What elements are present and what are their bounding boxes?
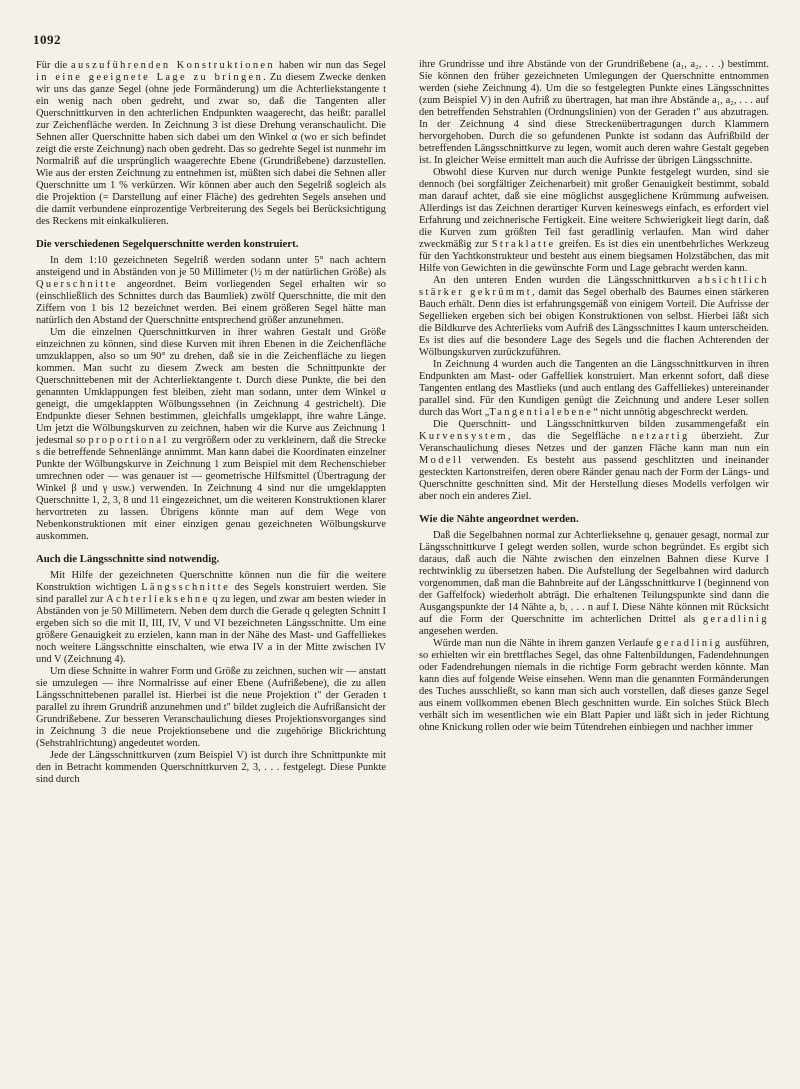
spaced-emphasis: proportional	[88, 435, 169, 446]
paragraph: In dem 1:10 gezeichneten Segelriß werden sodann unter 5° nach achtern ansteigend und in Abständen von je 50 Millimeter (½ m der natürlichen Größe) als Querschnitte angeordnet. Beim vorliegenden Segel erhalten wir so (einschließlich des Schnittes durch das Baumliek) zwölf Querschnitte, die mit den Ziffern von 1 bis 12 bezeichnet werden. Bei einem größeren Segel hätte man natürlich den Abstand der Querschnitte entsprechend größer anzunehmen.	[36, 255, 386, 326]
paragraph: Die Querschnitt- und Längsschnittkurven bilden zusammengefaßt ein Kurvensystem, das die Segelfläche netzartig überzieht. Zur Veranschaulichung dieses Netzes und der ganzen Fläche kann man nun ein Modell verwenden. Es besteht aus passend geschlitzten und ineinander gesteckten Kartonstreifen, deren obere Ränder genau nach der Form der Längs- und Querschnitte geschnitten sind. Mit der Herstellung dieses Modells verfolgen wir aber noch ein anderes Ziel.	[419, 419, 769, 502]
section-heading: Die verschiedenen Segelquerschnitte werden konstruiert.	[36, 238, 299, 250]
spaced-emphasis: Längsschnitte	[141, 582, 231, 593]
paragraph: Würde man nun die Nähte in ihrem ganzen Verlaufe geradlinig ausführen, so erhielten wir ein brettflaches Segel, das ohne Faltenbildungen, Fadendehnungen oder Fadendrehungen niemals in die richtige Form gebracht werden könnte. Man kann dies auf folgende Weise einsehen. Wenn man die genannten Formänderungen des Tuches ausschließt, so kann man sich auch vorstellen, daß dieses ganze Segel aus einem vollkommen ebenen Blech geschnitten wurde. Ein solches Stück Blech verhält sich im wesentlichen wie ein Blatt Papier und läßt sich in jeder Richtung ohne Knickung rollen oder wie beim Tütendrehen einbiegen und nachher immer	[419, 638, 770, 733]
spaced-emphasis: Modell	[419, 455, 464, 466]
spaced-emphasis: auszuführenden Konstruktionen	[71, 60, 276, 71]
section-heading: Wie die Nähte angeordnet werden.	[419, 513, 579, 525]
spaced-emphasis: Straklatte	[491, 239, 556, 250]
paragraph: Um die einzelnen Querschnittkurven in ihrer wahren Gestalt und Größe einzeichnen zu können, sind diese Kurven mit ihren Ebenen in die Zeichenfläche umzuklappen, also so um 90° zu drehen, daß sie in die Zeichenfläche zu liegen kommen. Man sucht zu diesem Zweck am besten die Schnittpunkte der Querschnittebenen mit der Achterliektangente t. Durch diese Punkte, die bei den genannten Umklappungen fest bleiben, zieht man sodann, unter dem Winkel α geneigt, die umgeklappten Wölbungssehnen (in Zeichnung 4 gestrichelt). Die Endpunkte dieser Sehnen bestimmen, gleichfalls umgeklappt, ihre wahre Länge. Um jetzt die Wölbungskurven zu zeichnen, haben wir die Kurve aus Zeichnung 1 jedesmal so proportional zu vergrößern oder zu verkleinern, daß die Strecke s die betreffende Sehnenlänge annimmt. Man kann dabei die Koordinaten einzelner Punkte der Wölbungskurve in Zeichnung 1 zum Beispiel mit dem Rechenschieber umrechnen oder — was genauer ist — geometrische Hilfsmittel (Übertragung der Winkel β und γ usw.) verwenden. In Zeichnung 4 sind nur die umgeklappten Querschnitte 1, 2, 3, 8 und 11 eingezeichnet, um die weiteren Konstruktionen klarer hervortreten zu lassen. Übrigens könnte man auf dem Wege von Nebenkonstruktionen mit einer einzigen genau gezeichneten Wölbungskurve auskommen.	[36, 327, 386, 542]
paragraph: ihre Grundrisse und ihre Abstände von der Grundrißebene (a₁, a₂, . . .) bestimmt. Sie können den früher gezeichneten Umlegungen der Querschnitte entnommen werden (siehe Zeichnung 4). Um die so festgelegten Punkte eines Längsschnittes (zum Beispiel V) in den Aufriß zu übertragen, hat man ihre Abstände a₁, a₂, . . . auf den betreffenden Sehstrahlen (Ordnungslinien) von der Geraden t" aus abzutragen. In der Zeichnung 4 sind diese Streckenübertragungen durch Klammern hervorgehoben. Durch die so gefundenen Punkte ist sodann das Aufrißbild der betreffenden Längsschnittkurve zu legen, womit auch deren wahre Gestalt gegeben ist. In gleicher Weise ermittelt man auch die Aufrisse der übrigen Längsschnitte.	[419, 59, 769, 166]
section-heading: Auch die Längsschnitte sind notwendig.	[36, 553, 220, 565]
spaced-emphasis: Kurvensystem	[419, 431, 508, 442]
paragraph: Für die auszuführenden Konstruktionen haben wir nun das Segel in eine geeignete Lage zu bringen. Zu diesem Zwecke denken wir uns das ganze Segel (ohne jede Formänderung) um die Achterliekstangente t ein wenig nach oben gedreht, und zwar so, daß die Tangenten aller Querschnittkurven in den achterlichen Endpunkten waagerecht, das heißt: parallel zur Zeichenfläche werden. In Zeichnung 3 ist diese Drehung veranschaulicht. Die Sehnen aller Querschnitte haben sich dabei um den Winkel α (wo er sich befindet zeigt die erste Zeichnung) nach oben gedreht. Das so gedrehte Segel ist nunmehr im Normalriß auf die ursprünglich waagerechte Ebene (Grundrißebene) darzustellen. Wie aus der ersten Zeichnung zu entnehmen ist, müßten sich dabei die Sehnen aller Querschnitte um 1 % verkürzen. Wir können aber auch den Segelriß sogleich als die Projektion (= Darstellung auf einer Fläche) des gedrehten Segels ansehen und die damit verbundene einprozentige Verbreiterung des Segels bei Berücksichtigung des Reckens mit einkalkulieren.	[36, 60, 386, 227]
paragraph: An den unteren Enden wurden die Längsschnittkurven absichtlich stärker gekrümmt, damit das Segel oberhalb des Baumes einen stärkeren Bauch erhält. Denn dies ist erfahrungsgemäß von einigem Vorteil. Die Aufrisse der Segellieken ergeben sich bei obigen Konstruktionen von selbst. Hierbei läßt sich die Bildkurve des Achterlieks vom Aufriß des Längsschnittes I kaum unterscheiden. Es ist dies auf die besondere Lage des Segels und die flachen Achterenden der Wölbungskurven zurückzuführen.	[419, 275, 770, 358]
spaced-emphasis: Querschnitte	[36, 279, 118, 290]
paragraph: Obwohl diese Kurven nur durch wenige Punkte festgelegt wurden, sind sie dennoch (bei sorgfältiger Zeichenarbeit) mit großer Genauigkeit bestimmt, sobald man darauf achtet, daß sie eine möglichst ausgeglichene Krümmung aufweisen. Allerdings ist das Zeichnen derartiger Kurven keineswegs einfach, es erfordert viel Erfahrung und zeichnerische Fertigkeit. Eine weitere Schwierigkeit liegt darin, daß die Kurven zum größten Teil fast geradlinig verlaufen. Man wird daher zweckmäßig zur Straklatte greifen. Es ist dies ein unentbehrliches Werkzeug für den Yachtkonstrukteur und besteht aus einem biegsamen Holzstäbchen, das mit Hilfe von Gewichten in die gewünschte Form und Lage gebracht werden kann.	[419, 167, 769, 274]
spaced-emphasis: Achterlieksehne	[106, 594, 210, 605]
spaced-emphasis: netzartig	[631, 431, 690, 442]
page-number: 1092	[33, 32, 61, 47]
paragraph: Um diese Schnitte in wahrer Form und Größe zu zeichnen, suchen wir — anstatt sie umzulegen — ihre Normalrisse auf einer Ebene (Aufrißebene), die zu allen Längsschnittebenen parallel ist. Hierbei ist die neue Projektion t" der Geraden t parallel zu ihrem Grundriß anzunehmen und t" bildet zugleich die Aufrißansicht der Grundrißebene. Zur besseren Veranschaulichung dieses Projektionsvorganges sind in Zeichnung 3 die neue Projektionsebene und die zugehörige Blickrichtung (Sehstrahlrichtung) angedeutet worden.	[36, 666, 386, 749]
paragraph: Jede der Längsschnittkurven (zum Beispiel V) ist durch ihre Schnittpunkte mit den in Betracht kommenden Querschnittkurven 2, 3, . . . festgelegt. Diese Punkte sind durch	[36, 750, 386, 785]
left-column	[36, 60, 386, 786]
spaced-emphasis: geradlinig	[702, 614, 769, 625]
spaced-emphasis: absichtlich stärker gekrümmt	[419, 275, 769, 298]
spaced-emphasis: geradlinig	[656, 638, 723, 649]
paragraph: Mit Hilfe der gezeichneten Querschnitte können nun die für die weitere Konstruktion wichtigen Längsschnitte des Segels konstruiert werden. Sie sind parallel zur Achterlieksehne q zu legen, und zwar am besten wieder in Abständen von je 50 Millimetern. Neben dem durch die Gerade q gelegten Schnitt I ergeben sich so die mit II, III, IV, V und VI bezeichneten Längsschnitte. Um eine größere Genauigkeit zu erzielen, kann man in der Nähe des Mast- und Gaffelliekes noch weitere Längsschnitte einschalten, wie etwa IV a in der Mitte zwischen IV und V (Zeichnung 4).	[36, 570, 386, 665]
right-column	[419, 59, 769, 734]
spaced-emphasis: in eine geeignete Lage zu bringen	[36, 72, 264, 83]
paragraph: In Zeichnung 4 wurden auch die Tangenten an die Längsschnittkurven in ihren Endpunkten am Mast- oder Gaffelliek konstruiert. Man erkennt sofort, daß diese Tangenten entlang des Mastlieks (und auch entlang des Gaffelliekes) untereinander parallel sind. Für den Kundigen genügt die Zeichnung und andere Leser sollen durch das Wort „Tangentialebene“ nicht unnötig abgeschreckt werden.	[419, 359, 769, 418]
spaced-emphasis: Tangentialebene	[489, 407, 594, 418]
paragraph: Daß die Segelbahnen normal zur Achterlieksehne q, genauer gesagt, normal zur Längsschnittkurve I gelegt werden sollen, wurde schon begründet. Es ergibt sich daraus, daß auch die Nähte zwischen den einzelnen Bahnen diese Kurve I rechtwinklig zu übersetzen haben. Die Aufstellung der Segelbahnen wird dadurch vorgenommen, daß man die Bahnbreite auf der Längsschnittkurve I (beginnend von der Gaffelfock) wiederholt abträgt. Die erhaltenen Teilungspunkte sind dann die Ausgangspunkte der 14 Nähte a, b, . . . n auf I. Diese Nähte können mit Rücksicht auf die Form der Querschnitte im achterlichen Drittel als geradlinig angesehen werden.	[419, 530, 769, 637]
